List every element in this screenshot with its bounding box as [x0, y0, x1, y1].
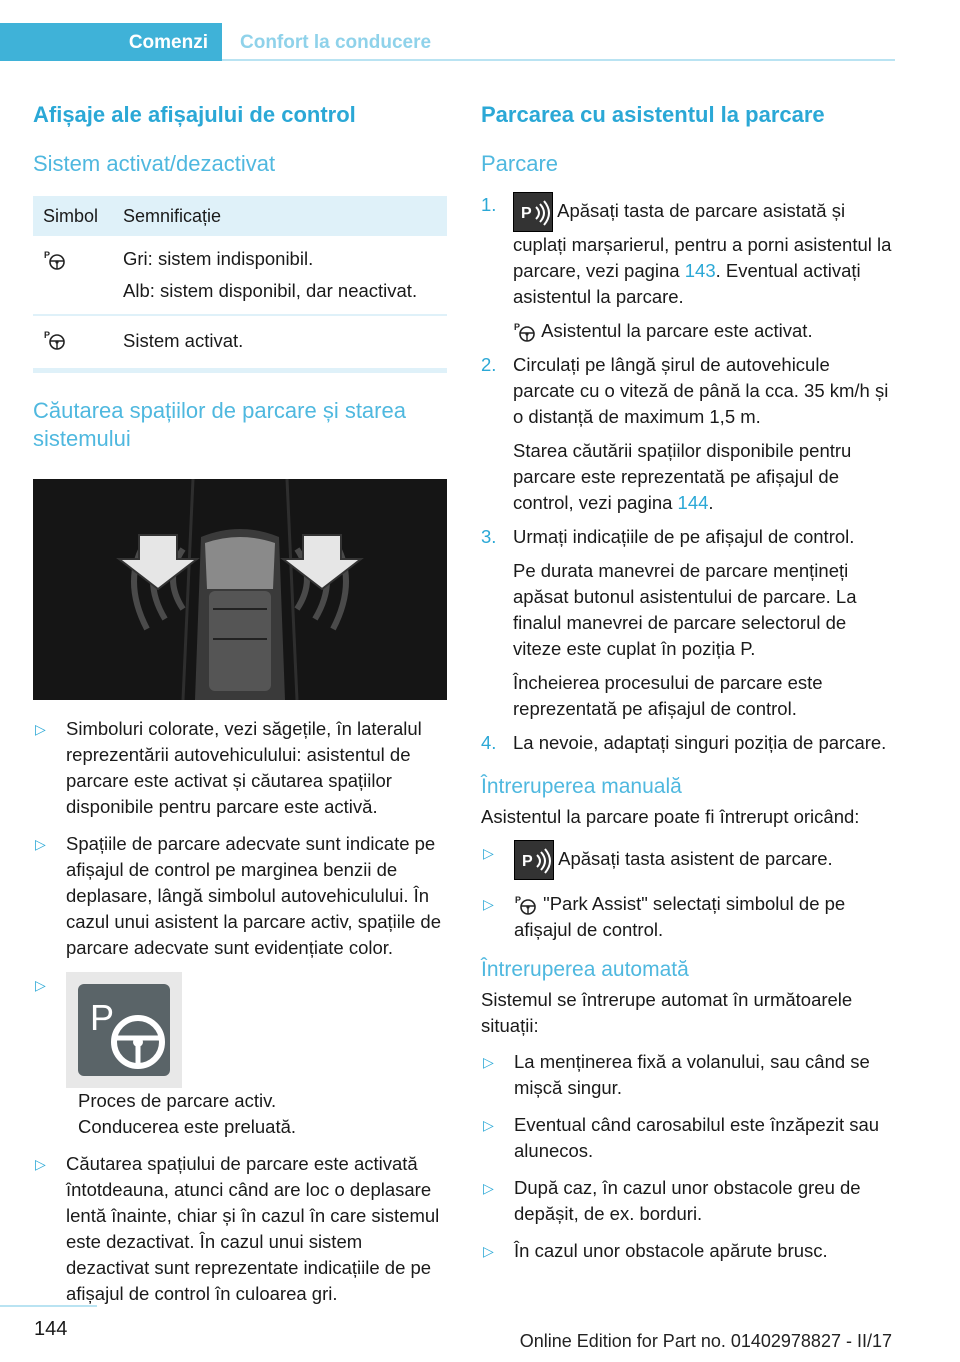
steering-assist-icon	[66, 972, 182, 1088]
list-item: ▷ În cazul unor obstacole apărute brusc.	[481, 1238, 896, 1264]
list-item: ▷ P "Park Assist" selectați simbolul de pe afișajul de control.	[483, 893, 846, 940]
meaning-active: Sistem activat.	[113, 315, 447, 371]
parking-illustration	[33, 479, 447, 700]
col-header-meaning: Semnificație	[113, 196, 447, 236]
section-heading-auto: Întreruperea automată	[481, 958, 689, 981]
list-item: 2. Circulați pe lângă șirul de autovehicule parcate cu o viteză de până la cca. 35 km/h și o distanță de maximum 1,5 m. Starea căutării spațiilor disponibile pentru parcare este reprezentată pe afișajul de control, vezi pagina 144.	[481, 354, 889, 513]
list-item: ▷ Simboluri colorate, vezi săgețile, în lateralul reprezentării autovehiculului: asistentul de parcare este activat și căutarea spațiilor disponibile pentru parcare este activă.	[35, 718, 422, 817]
list-item: ▷ Căutarea spațiului de parcare este activată întotdeauna, atunci când are loc o deplasare lentă înainte, chiar și în cazul în care sistemul este dezactivat. În cazul unui sistem dezactivat sunt reprezentate indicațiile de pe afișajul de control în culoarea gri.	[35, 1153, 440, 1304]
status-bullets	[33, 716, 447, 1307]
list-item: ▷ Spațiile de parcare adecvate sunt indicate pe afișajul de control pe marginea benzii de deplasare, lângă simbolul autovehiculului. În cazul unui asistent la parcare activ, spațiile de parcare adecvate sunt evidențiate color.	[35, 833, 441, 958]
tab-comenzi[interactable]: Comenzi	[0, 23, 222, 61]
auto-intro: Sistemul se întrerupe automat în următoarele situații:	[481, 989, 853, 1036]
triangle-bullet-icon: ▷	[35, 836, 46, 852]
svg-text:P: P	[90, 997, 115, 1038]
parking-steps	[481, 192, 896, 756]
svg-text:P: P	[521, 205, 532, 222]
list-item: ▷ P Apăsați tasta asistent de parcare.	[481, 840, 896, 880]
triangle-bullet-icon: ▷	[483, 845, 494, 861]
manual-intro: Asistentul la parcare poate fi întrerupt oricând:	[481, 806, 860, 827]
right-column	[481, 100, 896, 1275]
parking-display-figure	[33, 479, 447, 700]
park-assist-icon	[43, 249, 67, 271]
park-assist-icon	[43, 329, 67, 351]
triangle-bullet-icon: ▷	[483, 1243, 494, 1259]
triangle-bullet-icon: ▷	[35, 977, 46, 993]
section-heading-search: Căutarea spațiilor de parcare și starea sistemului	[33, 398, 406, 451]
meaning-gray: Gri: sistem indisponibil.	[123, 248, 314, 269]
edition-note: Online Edition for Part no. 01402978827 - II/17	[519, 1331, 892, 1351]
table-header-row	[33, 196, 447, 236]
table-row	[33, 315, 447, 371]
triangle-bullet-icon: ▷	[35, 1156, 46, 1172]
manual-bullets	[481, 840, 896, 943]
tab-divider	[222, 59, 895, 61]
triangle-bullet-icon: ▷	[483, 896, 494, 912]
list-item: ▷ La menținerea fixă a volanului, sau când se mișcă singur.	[483, 1051, 870, 1098]
list-item: 1. P Apăsați tasta de parcare asistată și cuplați marșarierul, pentru a porni asistentul la parcare, vezi pagina 143. Eventual activați asistentul la parcare. P Asistentul la parcare este activat.	[481, 192, 896, 344]
svg-text:P: P	[515, 895, 522, 906]
list-item: ▷ După caz, în cazul unor obstacole greu de depășit, de ex. borduri.	[483, 1177, 861, 1224]
svg-text:P: P	[44, 330, 51, 341]
triangle-bullet-icon: ▷	[483, 1054, 494, 1070]
header-tabs	[0, 23, 895, 61]
svg-text:P: P	[514, 322, 521, 333]
list-item: ▷ P Proces de parcare activ. Conducerea este preluată.	[33, 972, 447, 1140]
park-assist-button-icon	[514, 840, 554, 880]
park-assist-icon	[514, 894, 538, 916]
park-assist-icon	[513, 321, 537, 343]
park-assist-button-icon	[513, 192, 553, 232]
right-title: Parcarea cu asistentul la parcare	[481, 102, 825, 127]
page-link-143[interactable]: 143	[684, 260, 716, 281]
page-number: 144	[34, 1318, 68, 1340]
table-row	[33, 236, 447, 315]
section-heading-parcare: Parcare	[481, 151, 559, 176]
tab-confort[interactable]: Confort la conducere	[240, 32, 432, 53]
left-title: Afișaje ale afișajului de control	[33, 102, 356, 127]
col-header-symbol: Simbol	[33, 196, 113, 236]
triangle-bullet-icon: ▷	[483, 1180, 494, 1196]
list-item: ▷ Eventual când carosabilul este înzăpezit sau alunecos.	[483, 1114, 880, 1161]
footer-divider	[0, 1305, 97, 1307]
list-item: 3. Urmați indicațiile de pe afișajul de control. Pe durata manevrei de parcare mențineți apăsat butonul asistentului de parcare. La finalul manevrei de parcare selectorul de viteze este cuplat în poziția P. Încheierea procesului de parcare este reprezentată pe afișajul de control.	[481, 526, 857, 719]
meaning-white: Alb: sistem disponibil, dar neactivat.	[123, 280, 418, 301]
triangle-bullet-icon: ▷	[483, 1117, 494, 1133]
symbol-table	[33, 196, 447, 373]
left-column	[33, 100, 447, 1318]
auto-bullets	[481, 1049, 896, 1264]
svg-text:P: P	[522, 853, 533, 870]
triangle-bullet-icon: ▷	[35, 721, 46, 737]
page-link-144[interactable]: 144	[677, 492, 709, 513]
svg-text:P: P	[44, 250, 51, 261]
list-item: 4. La nevoie, adaptați singuri poziția de parcare.	[481, 732, 887, 753]
section-heading-status: Sistem activat/dezactivat	[33, 151, 276, 176]
section-heading-manual: Întreruperea manuală	[481, 775, 682, 798]
